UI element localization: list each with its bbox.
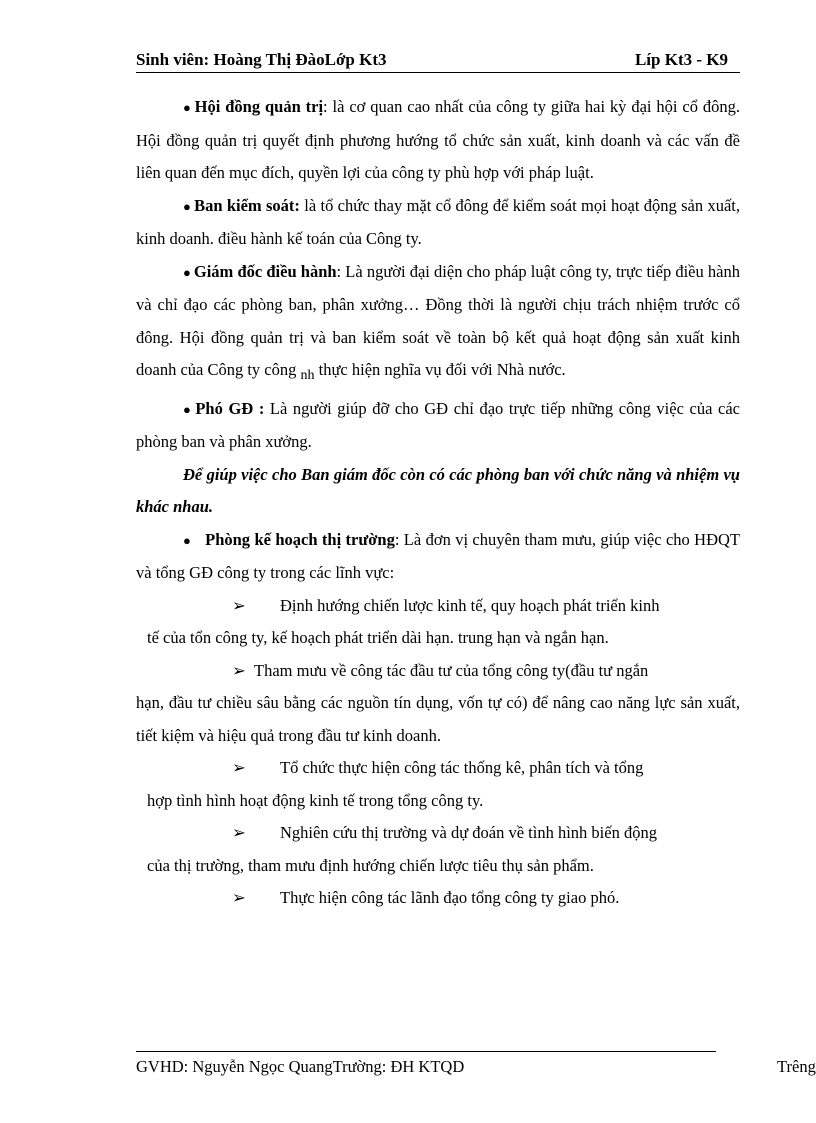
list-item: ➢ Tham mưu về công tác đầu tư của tổng công ty(đầu tư ngắn: [136, 655, 740, 688]
bullet-icon: ●: [183, 532, 192, 548]
list-item: ➢ Thực hiện công tác lãnh đạo tổng công ty giao phó.: [136, 882, 740, 915]
bullet-icon: ●: [183, 401, 193, 417]
paragraph-deputy: [136, 393, 740, 459]
paragraph-planning: [136, 524, 740, 590]
term-board: Hội đồng quản trị: [194, 97, 324, 116]
footer-advisor: GVHD: Nguyễn Ngọc QuangTrường: ĐH KTQD: [136, 1057, 465, 1076]
duty-list: [136, 590, 740, 915]
text-director: : Là người đại diện cho pháp luật công ty, trực tiếp điều hành và chỉ đạo các phòng ban, phân xưởng… Đồng thời là người chịu trách nhiệm trước cổ đông. Hội đồng quản trị và ban kiểm soát về toàn bộ kết quả hoạt động sản xuất kinh doanh của Công ty công: [136, 261, 740, 379]
list-item: ➢ Tổ chức thực hiện công tác thống kê, phân tích và tổng: [136, 752, 740, 785]
text-director-sub: nh: [300, 368, 315, 383]
list-item-continuation: hạn, đầu tư chiều sâu bằng các nguồn tín dụng, vốn tự có) để nâng cao năng lực sản xuất, tiết kiệm và hiệu quả trong đầu tư kinh doanh.: [136, 693, 740, 745]
arrow-bullet-icon: ➢: [232, 823, 246, 842]
text-board: : là cơ quan cao nhất của công ty giữa hai kỳ đại hội cổ đông. Hội đồng quản trị quyết định phương hướng tổ chức sản xuất, kinh doanh và các vấn đề liên quan đến mục đích, quyền lợi của công ty phù hợp với pháp luật.: [136, 97, 740, 182]
footer-divider: [136, 1051, 716, 1052]
footer-school: Trêng: [777, 1057, 816, 1076]
text-control: là tổ chức thay mặt cổ đông để kiểm soát mọi hoạt động sản xuất, kinh doanh. điều hành kế toán của Công ty.: [136, 195, 740, 248]
text-deputy: Là người giúp đỡ cho GĐ chỉ đạo trực tiếp những công việc của các phòng ban và phân xưởng.: [136, 398, 740, 451]
term-planning: Phòng kế hoạch thị trường: [205, 529, 395, 549]
term-control: Ban kiểm soát:: [194, 195, 300, 215]
term-director: Giám đốc điều hành: [193, 261, 337, 281]
header-student: Sinh viên: Hoàng Thị ĐàoLớp Kt3: [136, 50, 387, 69]
paragraph-director: [136, 256, 740, 393]
list-item-continuation: tế của tổn công ty, kế hoạch phát triển dài hạn. trung hạn và ngắn hạn.: [147, 628, 609, 647]
page-header: [136, 50, 740, 73]
paragraph-control: [136, 190, 740, 256]
text-director-tail: thực hiện nghĩa vụ đối với Nhà nước.: [314, 360, 566, 379]
bullet-icon: ●: [183, 198, 192, 214]
arrow-bullet-icon: ➢: [232, 888, 246, 907]
bullet-icon: ●: [183, 100, 192, 115]
document-body: [136, 91, 740, 915]
header-class: Líp Kt3 - K9: [634, 50, 728, 69]
text-planning: : Là đơn vị chuyên tham mưu, giúp việc cho HĐQT và tổng GĐ công ty trong các lĩnh vực:: [136, 529, 740, 582]
bullet-icon: ●: [183, 264, 191, 280]
list-item-continuation: hợp tình hình hoạt động kinh tế trong tổng công ty.: [147, 790, 484, 810]
paragraph-board: [136, 91, 740, 190]
arrow-bullet-icon: ➢: [232, 660, 246, 680]
list-item: ➢ Nghiên cứu thị trường và dự đoán về tình hình biến động: [136, 817, 740, 850]
arrow-bullet-icon: ➢: [232, 758, 246, 777]
section-heading: Để giúp việc cho Ban giám đốc còn có các phòng ban với chức năng và nhiệm vụ khác nhau.: [136, 464, 740, 516]
list-item: ➢ Định hướng chiến lược kinh tế, quy hoạch phát triển kinh: [136, 590, 740, 623]
term-deputy: Phó GĐ :: [195, 398, 265, 418]
list-item-continuation: của thị trường, tham mưu định hướng chiến lược tiêu thụ sản phẩm.: [147, 855, 594, 875]
arrow-bullet-icon: ➢: [232, 595, 246, 615]
